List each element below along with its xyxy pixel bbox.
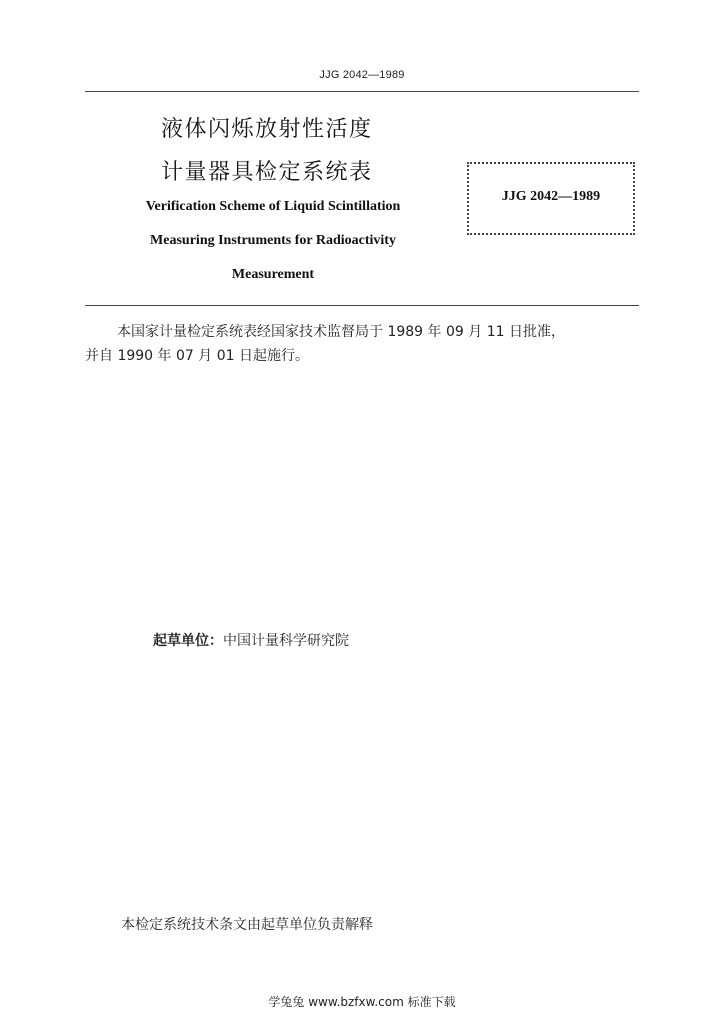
title-english-line-1: Verification Scheme of Liquid Scintillation: [145, 199, 401, 214]
standard-code-box-text: JJG 2042—1989: [501, 189, 601, 204]
drafting-unit-value: 中国计量科学研究院: [223, 633, 349, 649]
interpretation-note: 本检定系统技术条文由起草单位负责解释: [121, 917, 373, 933]
title-english-line-2: Measuring Instruments for Radioactivity: [150, 233, 396, 248]
drafting-unit: [153, 630, 349, 650]
title-english-line-3: Measurement: [231, 267, 315, 282]
header-standard-code: JJG 2042—1989: [319, 69, 405, 81]
standard-code-box: [467, 162, 635, 235]
download-watermark: 学兔兔 www.bzfxw.com 标准下载: [268, 995, 456, 1009]
header-divider: [85, 91, 639, 92]
approval-line-1: 本国家计量检定系统表经国家技术监督局于 1989 年 09 月 11 日批准，: [117, 324, 565, 340]
title-divider: [85, 305, 639, 306]
approval-line-2: 并自 1990 年 07 月 01 日起施行。: [85, 348, 309, 364]
drafting-unit-label: 起草单位：: [153, 633, 223, 649]
approval-statement: [85, 320, 645, 368]
title-chinese-line-1: 液体闪烁放射性活度: [161, 117, 373, 142]
title-chinese-line-2: 计量器具检定系统表: [161, 160, 373, 185]
